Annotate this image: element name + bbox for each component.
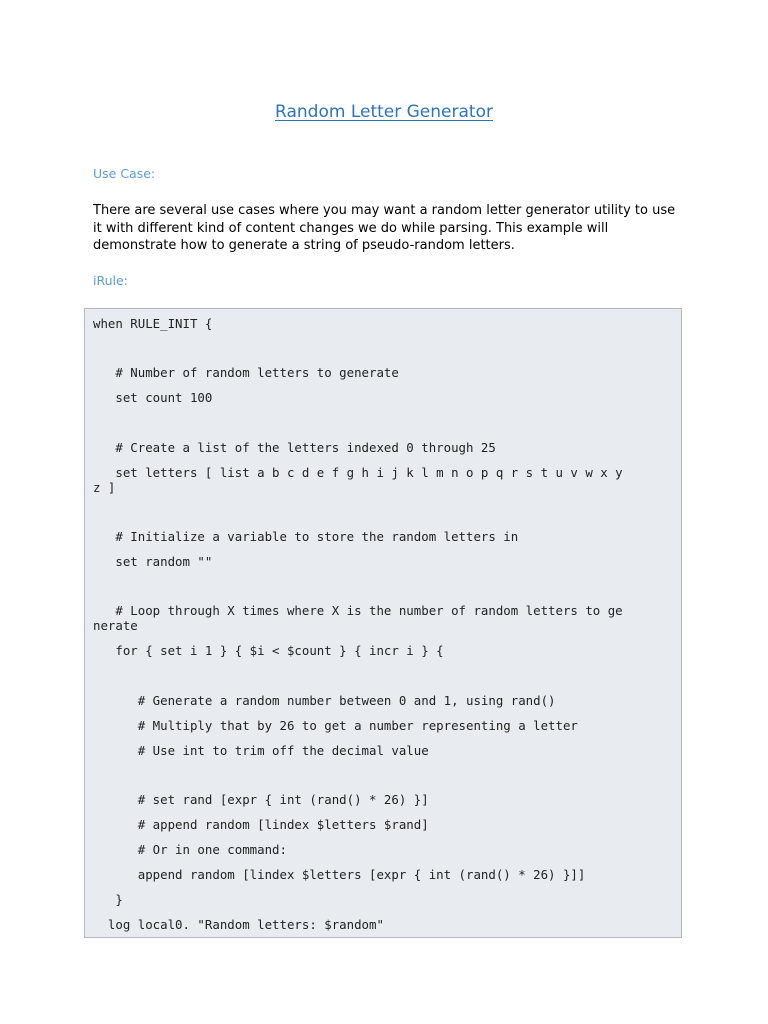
code-line: set letters [ list a b c d e f g h i j k l m n o p q r s t u v w x y z ] xyxy=(93,465,623,495)
code-line: # Use int to trim off the decimal value xyxy=(93,743,429,758)
code-line: # Generate a random number between 0 and 1, using rand() xyxy=(93,693,556,708)
code-line: log local0. "Random letters: $random" xyxy=(93,917,384,932)
code-line: set count 100 xyxy=(93,390,213,405)
code-line: # Create a list of the letters indexed 0 through 25 xyxy=(93,440,496,455)
code-line: # Loop through X times where X is the number of random letters to ge nerate xyxy=(93,603,623,633)
code-line: # Number of random letters to generate xyxy=(93,365,399,380)
code-line: } xyxy=(93,892,123,907)
code-line: # set rand [expr { int (rand() * 26) }] xyxy=(93,792,429,807)
code-line: append random [lindex $letters [expr { int (rand() * 26) }]] xyxy=(93,867,586,882)
code-line: # Multiply that by 26 to get a number representing a letter xyxy=(93,718,578,733)
code-line: # Or in one command: xyxy=(93,842,287,857)
code-line: set random "" xyxy=(93,554,213,569)
document-title: Random Letter Generator xyxy=(275,102,493,122)
code-line: # append random [lindex $letters $rand] xyxy=(93,817,429,832)
code-line: when RULE_INIT { xyxy=(93,316,213,331)
irule-heading: iRule: xyxy=(93,273,128,288)
use-case-heading: Use Case: xyxy=(93,166,156,181)
code-line: # Initialize a variable to store the random letters in xyxy=(93,529,519,544)
code-line: for { set i 1 } { $i < $count } { incr i } { xyxy=(93,643,444,658)
code-block xyxy=(84,308,682,938)
use-case-paragraph: There are several use cases where you may want a random letter generator utility to use it with different kind of content changes we do while parsing. This example will demonstrate how to generate a string of pseudo-random letters. xyxy=(93,203,676,253)
